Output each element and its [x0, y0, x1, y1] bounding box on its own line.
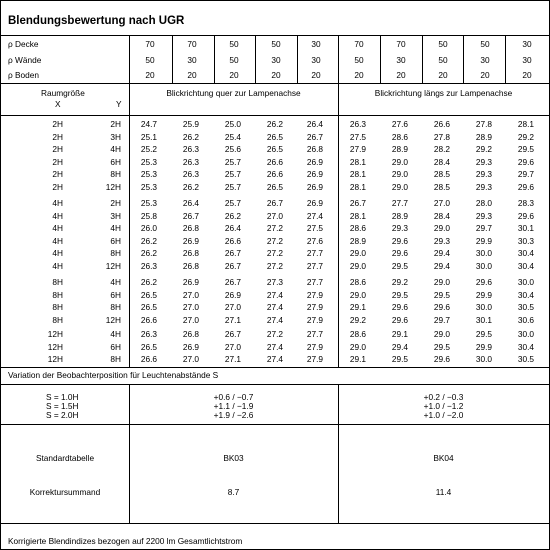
- room-x-value: 12H: [47, 329, 63, 339]
- room-y-value: 8H: [110, 169, 121, 180]
- ugr-value: 27.3: [266, 277, 283, 287]
- ugr-value: 27.2: [266, 223, 283, 234]
- room-y-value: 4H: [110, 223, 121, 234]
- ugr-value: 26.8: [182, 223, 199, 234]
- spacing-label: S = 1.5H: [46, 401, 79, 411]
- ugr-value: 28.9: [349, 235, 366, 246]
- reflectance-value: 70: [187, 39, 197, 49]
- ugr-value: 29.3: [391, 223, 408, 234]
- room-x-value: 2H: [52, 156, 63, 167]
- ugr-value: 27.8: [433, 131, 450, 142]
- ugr-value: 29.5: [433, 341, 450, 352]
- direction-along-header: Blickrichtung längs zur Lampenachse: [374, 88, 513, 98]
- ugr-value: 29.0: [433, 277, 450, 287]
- table-rule: [1, 83, 549, 84]
- ugr-value: 29.6: [433, 354, 450, 365]
- ugr-value: 25.0: [224, 119, 241, 129]
- ugr-value: 29.7: [433, 314, 450, 325]
- ugr-value: 29.2: [475, 144, 492, 155]
- reflectance-value: 20: [311, 70, 321, 80]
- reflectance-value: 30: [480, 55, 490, 65]
- variation-across-value: +1.1 / −1.9: [213, 401, 254, 411]
- ugr-value: 27.8: [475, 119, 492, 129]
- reflectance-value: 70: [396, 39, 406, 49]
- ugr-value: 26.2: [140, 248, 157, 259]
- reflectance-label: ρ Decke: [8, 39, 39, 49]
- ugr-value: 26.6: [433, 119, 450, 129]
- ugr-value: 27.4: [306, 210, 323, 221]
- ugr-value: 29.9: [475, 235, 492, 246]
- ugr-value: 26.7: [224, 329, 241, 339]
- y-header: Y: [116, 99, 122, 109]
- reflectance-value: 50: [480, 39, 490, 49]
- reflectance-value: 50: [438, 55, 448, 65]
- ugr-value: 30.1: [475, 314, 492, 325]
- ugr-value: 25.3: [140, 198, 157, 208]
- room-x-value: 2H: [52, 169, 63, 180]
- ugr-value: 26.9: [182, 235, 199, 246]
- ugr-value: 28.6: [349, 223, 366, 234]
- ugr-value: 28.1: [349, 156, 366, 167]
- ugr-value: 26.7: [349, 198, 366, 208]
- ugr-value: 27.7: [306, 329, 323, 339]
- correction-across: 8.7: [227, 487, 240, 497]
- ugr-value: 29.1: [391, 329, 408, 339]
- reflectance-value: 50: [229, 39, 239, 49]
- spacing-label: S = 1.0H: [46, 392, 79, 402]
- ugr-value: 29.9: [475, 341, 492, 352]
- ugr-value: 29.6: [391, 302, 408, 313]
- ugr-value: 28.5: [433, 182, 450, 192]
- ugr-value: 26.4: [182, 198, 199, 208]
- ugr-value: 26.6: [224, 235, 241, 246]
- ugr-value: 25.7: [224, 198, 241, 208]
- variation-across-value: +1.9 / −2.6: [213, 410, 254, 420]
- ugr-value: 26.3: [140, 261, 157, 271]
- reflectance-value: 20: [522, 70, 532, 80]
- ugr-value: 29.2: [349, 314, 366, 325]
- correction-along: 11.4: [435, 487, 452, 497]
- ugr-value: 26.3: [140, 329, 157, 339]
- ugr-value: 30.0: [517, 329, 534, 339]
- variation-title: Variation der Beobachterposition für Leuchtenabstände S: [8, 370, 219, 380]
- ugr-value: 28.1: [349, 169, 366, 180]
- ugr-value: 27.0: [224, 341, 241, 352]
- room-y-value: 8H: [110, 354, 121, 365]
- room-x-value: 2H: [52, 119, 63, 129]
- ugr-value: 30.0: [475, 302, 492, 313]
- ugr-value: 26.9: [182, 341, 199, 352]
- ugr-value: 29.4: [433, 248, 450, 259]
- reflectance-value: 50: [229, 55, 239, 65]
- ugr-value: 29.5: [517, 144, 534, 155]
- ugr-value: 27.6: [306, 235, 323, 246]
- ugr-value: 26.3: [182, 156, 199, 167]
- room-x-value: 4H: [52, 210, 63, 221]
- ugr-value: 29.0: [391, 169, 408, 180]
- ugr-value: 26.5: [266, 182, 283, 192]
- reflectance-value: 20: [396, 70, 406, 80]
- standard-across: BK03: [223, 453, 244, 463]
- ugr-value: 29.0: [349, 341, 366, 352]
- ugr-value: 28.6: [391, 131, 408, 142]
- ugr-value: 28.4: [433, 210, 450, 221]
- ugr-value: 29.5: [475, 329, 492, 339]
- reflectance-value: 20: [145, 70, 155, 80]
- ugr-value: 26.5: [140, 341, 157, 352]
- ugr-value: 26.2: [224, 210, 241, 221]
- ugr-value: 26.2: [182, 131, 199, 142]
- room-y-value: 8H: [110, 248, 121, 259]
- ugr-value: 29.5: [391, 354, 408, 365]
- ugr-value: 28.6: [349, 329, 366, 339]
- ugr-value: 27.1: [224, 354, 241, 365]
- ugr-value: 27.5: [349, 131, 366, 142]
- column-rule: [297, 35, 298, 83]
- ugr-value: 25.1: [140, 131, 157, 142]
- ugr-value: 27.0: [182, 354, 199, 365]
- ugr-value: 26.9: [306, 198, 323, 208]
- ugr-value: 27.9: [306, 302, 323, 313]
- reflectance-value: 20: [480, 70, 490, 80]
- room-x-value: 4H: [52, 248, 63, 259]
- ugr-value: 27.0: [266, 210, 283, 221]
- ugr-value: 27.2: [266, 235, 283, 246]
- ugr-value: 30.0: [475, 261, 492, 271]
- room-y-value: 8H: [110, 302, 121, 313]
- column-rule: [172, 35, 173, 83]
- ugr-value: 29.3: [475, 156, 492, 167]
- ugr-value: 29.3: [433, 235, 450, 246]
- room-x-value: 4H: [52, 235, 63, 246]
- room-y-value: 2H: [110, 198, 121, 208]
- ugr-value: 29.6: [391, 314, 408, 325]
- reflectance-value: 20: [187, 70, 197, 80]
- ugr-value: 29.3: [475, 182, 492, 192]
- ugr-value: 26.5: [266, 144, 283, 155]
- ugr-value: 27.9: [306, 354, 323, 365]
- ugr-value: 30.4: [517, 261, 534, 271]
- ugr-value: 27.7: [306, 248, 323, 259]
- reflectance-value: 70: [354, 39, 364, 49]
- ugr-value: 25.6: [224, 144, 241, 155]
- ugr-value: 28.4: [433, 156, 450, 167]
- ugr-value: 26.2: [266, 119, 283, 129]
- ugr-value: 25.3: [140, 169, 157, 180]
- ugr-value: 26.5: [140, 289, 157, 300]
- footer-note: Korrigierte Blendindizes bezogen auf 2200 lm Gesamtlichtstrom: [8, 536, 243, 546]
- room-size-header: Raumgröße: [41, 88, 85, 98]
- ugr-value: 29.1: [349, 302, 366, 313]
- ugr-value: 30.0: [475, 354, 492, 365]
- ugr-value: 25.4: [224, 131, 241, 142]
- room-y-value: 6H: [110, 235, 121, 246]
- column-rule: [214, 35, 215, 83]
- ugr-value: 26.2: [182, 182, 199, 192]
- ugr-value: 26.4: [224, 223, 241, 234]
- ugr-value: 26.2: [140, 235, 157, 246]
- ugr-value: 25.8: [140, 210, 157, 221]
- ugr-value: 26.9: [306, 169, 323, 180]
- ugr-value: 27.0: [182, 314, 199, 325]
- ugr-value: 27.2: [266, 248, 283, 259]
- room-x-value: 8H: [52, 277, 63, 287]
- reflectance-value: 50: [145, 55, 155, 65]
- ugr-value: 29.1: [349, 354, 366, 365]
- ugr-value: 29.0: [433, 223, 450, 234]
- ugr-value: 27.4: [266, 289, 283, 300]
- ugr-value: 27.9: [306, 341, 323, 352]
- ugr-value: 25.9: [182, 119, 199, 129]
- table-rule: [1, 367, 549, 368]
- ugr-value: 27.4: [266, 302, 283, 313]
- room-y-value: 12H: [105, 182, 121, 192]
- ugr-value: 30.4: [517, 341, 534, 352]
- column-rule: [422, 35, 423, 83]
- ugr-value: 30.5: [517, 354, 534, 365]
- ugr-value: 25.2: [140, 144, 157, 155]
- ugr-value: 29.4: [391, 341, 408, 352]
- ugr-value: 25.3: [140, 182, 157, 192]
- table-rule: [1, 35, 549, 36]
- ugr-value: 29.6: [391, 248, 408, 259]
- ugr-value: 27.2: [266, 261, 283, 271]
- ugr-value: 30.3: [517, 235, 534, 246]
- room-y-value: 12H: [105, 314, 121, 325]
- room-y-value: 4H: [110, 277, 121, 287]
- room-x-value: 12H: [47, 354, 63, 365]
- table-rule: [1, 115, 549, 116]
- ugr-value: 26.8: [182, 248, 199, 259]
- column-rule: [255, 35, 256, 83]
- ugr-value: 29.7: [517, 169, 534, 180]
- ugr-value: 26.9: [306, 156, 323, 167]
- ugr-value: 27.0: [224, 302, 241, 313]
- ugr-value: 29.5: [391, 289, 408, 300]
- ugr-value: 29.0: [391, 156, 408, 167]
- ugr-value: 29.5: [391, 261, 408, 271]
- ugr-value: 26.5: [140, 302, 157, 313]
- ugr-value: 29.6: [517, 182, 534, 192]
- reflectance-value: 50: [271, 39, 281, 49]
- variation-along-value: +1.0 / −1.2: [423, 401, 464, 411]
- ugr-value: 30.5: [517, 302, 534, 313]
- ugr-value: 29.7: [475, 223, 492, 234]
- room-x-value: 4H: [52, 198, 63, 208]
- ugr-value: 29.6: [475, 277, 492, 287]
- ugr-value: 29.0: [433, 329, 450, 339]
- ugr-value: 27.0: [182, 289, 199, 300]
- ugr-value: 29.0: [349, 248, 366, 259]
- ugr-value: 26.7: [182, 210, 199, 221]
- ugr-value: 29.5: [433, 289, 450, 300]
- room-x-value: 12H: [47, 341, 63, 352]
- ugr-value: 30.0: [517, 277, 534, 287]
- ugr-value: 26.7: [306, 131, 323, 142]
- ugr-value: 26.7: [224, 248, 241, 259]
- ugr-value: 27.9: [306, 289, 323, 300]
- ugr-value: 29.6: [517, 156, 534, 167]
- room-x-value: 2H: [52, 131, 63, 142]
- reflectance-value: 20: [271, 70, 281, 80]
- room-y-value: 4H: [110, 144, 121, 155]
- ugr-value: 26.9: [182, 277, 199, 287]
- ugr-value: 28.1: [349, 182, 366, 192]
- ugr-value: 27.9: [349, 144, 366, 155]
- correction-label: Korrektursummand: [29, 487, 101, 497]
- ugr-value: 28.9: [391, 144, 408, 155]
- room-x-value: 8H: [52, 289, 63, 300]
- column-rule: [380, 35, 381, 83]
- ugr-value: 29.0: [391, 182, 408, 192]
- ugr-value: 26.6: [140, 354, 157, 365]
- ugr-value: 26.6: [140, 314, 157, 325]
- room-x-value: 8H: [52, 302, 63, 313]
- ugr-value: 28.3: [517, 198, 534, 208]
- ugr-value: 26.7: [266, 198, 283, 208]
- ugr-value: 26.6: [266, 156, 283, 167]
- ugr-value: 29.0: [349, 261, 366, 271]
- reflectance-value: 50: [354, 55, 364, 65]
- ugr-value: 30.6: [517, 314, 534, 325]
- reflectance-value: 20: [354, 70, 364, 80]
- table-rule: [1, 424, 549, 425]
- room-y-value: 6H: [110, 156, 121, 167]
- ugr-value: 29.3: [475, 210, 492, 221]
- room-x-value: 2H: [52, 144, 63, 155]
- ugr-value: 29.6: [517, 210, 534, 221]
- reflectance-value: 70: [145, 39, 155, 49]
- ugr-value: 27.5: [306, 223, 323, 234]
- room-y-value: 12H: [105, 261, 121, 271]
- reflectance-value: 20: [229, 70, 239, 80]
- room-y-value: 6H: [110, 341, 121, 352]
- ugr-value: 29.4: [433, 261, 450, 271]
- reflectance-value: 30: [522, 39, 532, 49]
- ugr-value: 24.7: [140, 119, 157, 129]
- reflectance-value: 30: [311, 55, 321, 65]
- ugr-value: 28.1: [517, 119, 534, 129]
- ugr-value: 26.8: [182, 261, 199, 271]
- ugr-value: 26.8: [306, 144, 323, 155]
- column-rule: [463, 35, 464, 83]
- ugr-value: 27.9: [306, 314, 323, 325]
- ugr-value: 29.9: [475, 289, 492, 300]
- ugr-value: 25.7: [224, 182, 241, 192]
- ugr-value: 26.3: [182, 144, 199, 155]
- ugr-value: 28.6: [349, 277, 366, 287]
- ugr-value: 26.5: [266, 131, 283, 142]
- ugr-value: 28.0: [475, 198, 492, 208]
- ugr-value: 27.0: [433, 198, 450, 208]
- reflectance-value: 30: [187, 55, 197, 65]
- ugr-value: 26.9: [306, 182, 323, 192]
- ugr-value: 27.0: [182, 302, 199, 313]
- variation-along-value: +1.0 / −2.0: [423, 410, 464, 420]
- ugr-value: 29.6: [391, 235, 408, 246]
- ugr-value: 29.3: [475, 169, 492, 180]
- reflectance-value: 50: [438, 39, 448, 49]
- ugr-value: 28.5: [433, 169, 450, 180]
- reflectance-value: 30: [271, 55, 281, 65]
- variation-along-value: +0.2 / −0.3: [423, 392, 464, 402]
- ugr-value: 28.9: [391, 210, 408, 221]
- spacing-label: S = 2.0H: [46, 410, 79, 420]
- ugr-value: 30.4: [517, 248, 534, 259]
- ugr-value: 26.6: [266, 169, 283, 180]
- reflectance-value: 20: [438, 70, 448, 80]
- ugr-value: 30.0: [475, 248, 492, 259]
- x-header: X: [55, 99, 61, 109]
- ugr-value: 26.0: [140, 223, 157, 234]
- ugr-value: 26.2: [140, 277, 157, 287]
- ugr-value: 29.6: [433, 302, 450, 313]
- ugr-value: 26.9: [224, 289, 241, 300]
- room-x-value: 8H: [52, 314, 63, 325]
- ugr-value: 29.2: [517, 131, 534, 142]
- reflectance-label: ρ Boden: [8, 70, 40, 80]
- ugr-value: 26.3: [349, 119, 366, 129]
- room-x-value: 4H: [52, 261, 63, 271]
- direction-across-header: Blickrichtung quer zur Lampenachse: [166, 88, 301, 98]
- ugr-value: 28.1: [349, 210, 366, 221]
- ugr-value: 25.7: [224, 169, 241, 180]
- ugr-value: 27.4: [266, 314, 283, 325]
- ugr-value: 27.1: [224, 314, 241, 325]
- ugr-value: 30.1: [517, 223, 534, 234]
- ugr-value: 27.7: [306, 261, 323, 271]
- ugr-value: 29.0: [349, 289, 366, 300]
- room-y-value: 3H: [110, 131, 121, 142]
- ugr-value: 27.4: [266, 341, 283, 352]
- table-rule: [1, 523, 549, 524]
- room-x-value: 4H: [52, 223, 63, 234]
- ugr-value: 26.4: [306, 119, 323, 129]
- room-y-value: 2H: [110, 119, 121, 129]
- ugr-value: 25.3: [140, 156, 157, 167]
- room-y-value: 6H: [110, 289, 121, 300]
- ugr-value: 27.4: [266, 354, 283, 365]
- ugr-value: 29.2: [391, 277, 408, 287]
- ugr-value: 27.2: [266, 329, 283, 339]
- page-title: Blendungsbewertung nach UGR: [8, 15, 185, 27]
- ugr-value: 26.7: [224, 277, 241, 287]
- ugr-value: 26.3: [182, 169, 199, 180]
- ugr-value: 28.2: [433, 144, 450, 155]
- ugr-value: 26.8: [182, 329, 199, 339]
- room-x-value: 2H: [52, 182, 63, 192]
- ugr-value: 25.7: [224, 156, 241, 167]
- reflectance-label: ρ Wände: [8, 55, 42, 65]
- ugr-value: 30.4: [517, 289, 534, 300]
- table-rule: [1, 384, 549, 385]
- ugr-value: 27.7: [306, 277, 323, 287]
- room-y-value: 4H: [110, 329, 121, 339]
- reflectance-value: 30: [311, 39, 321, 49]
- column-rule: [505, 35, 506, 83]
- ugr-value: 28.9: [475, 131, 492, 142]
- ugr-value: 27.7: [391, 198, 408, 208]
- standard-along: BK04: [433, 453, 454, 463]
- reflectance-value: 30: [396, 55, 406, 65]
- ugr-value: 26.7: [224, 261, 241, 271]
- ugr-value: 27.6: [391, 119, 408, 129]
- standard-label: Standardtabelle: [35, 453, 95, 463]
- room-y-value: 3H: [110, 210, 121, 221]
- reflectance-value: 30: [522, 55, 532, 65]
- variation-across-value: +0.6 / −0.7: [213, 392, 254, 402]
